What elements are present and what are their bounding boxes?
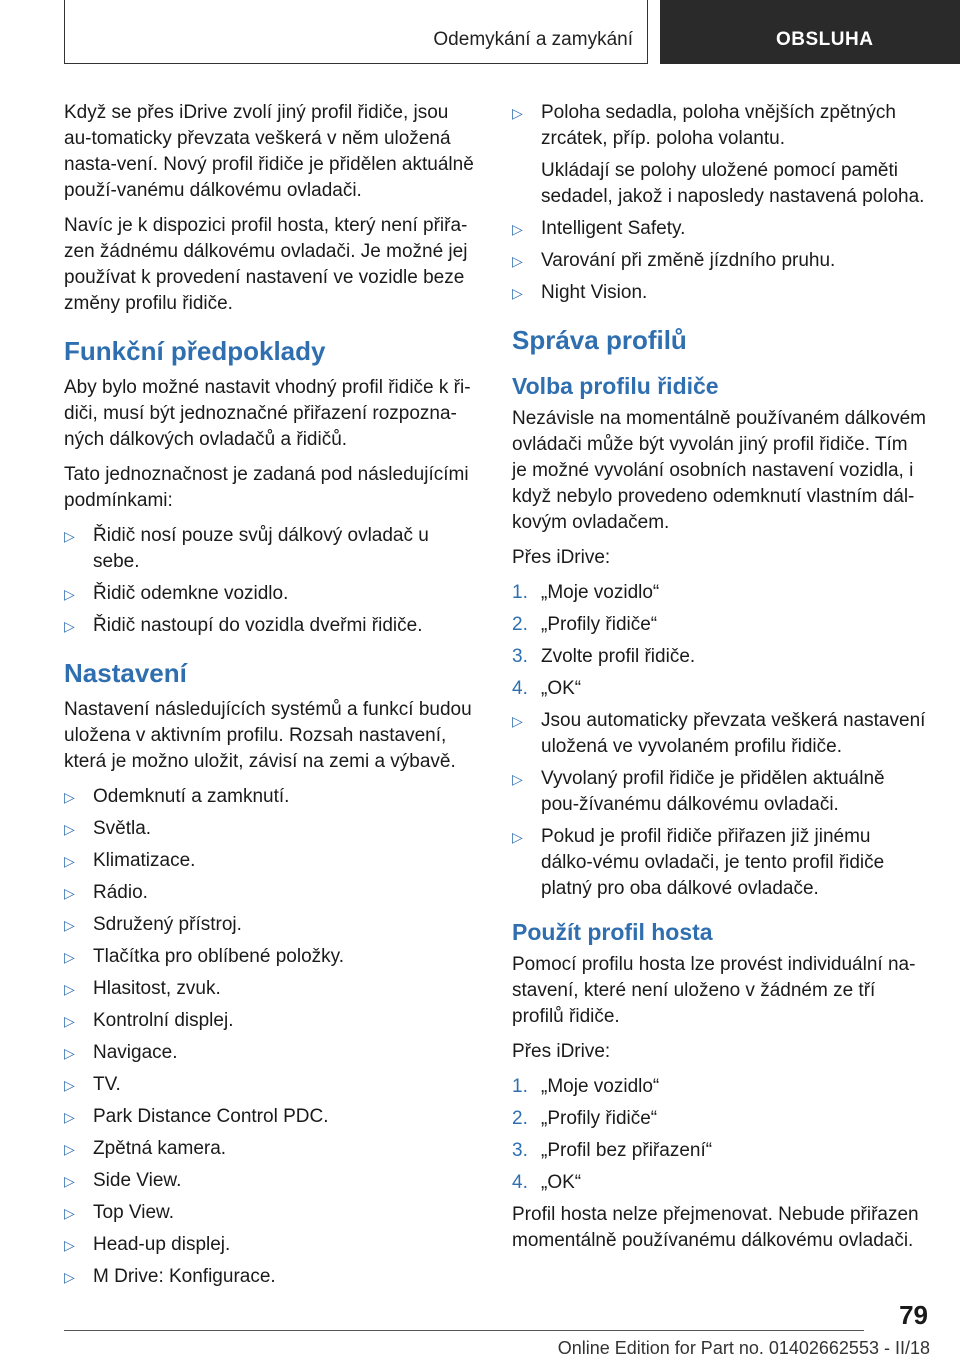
step-item: 1. „Moje vozidlo“ [512,582,660,603]
list-item: ▷ Světla. [64,816,479,842]
via-idrive-label: Přes iDrive: [512,1041,611,1062]
triangle-bullet-icon: ▷ [512,105,523,121]
left-column [64,100,479,1296]
list-item: ▷ Head-up displej. [64,1232,479,1258]
triangle-bullet-icon: ▷ [64,1109,75,1125]
list-item: ▷ Tlačítka pro oblíbené položky. [64,944,479,970]
guest-profile-closing: Profil hosta nelze přejmenovat. Nebude přiřazen momentálně používanému dálkovému ovladači. [512,1204,919,1251]
list-item: ▷ Varování při změně jízdního pruhu. [512,248,927,274]
triangle-bullet-icon: ▷ [64,981,75,997]
via-idrive-label: Přes iDrive: [512,547,611,568]
section-title: Odemykání a zamykání [433,29,633,50]
list-item: ▷ Intelligent Safety. [512,216,927,242]
list-item-note: Ukládají se polohy uložené pomocí paměti sedadel, jakož i naposledy nastavená poloha. [541,160,925,207]
triangle-bullet-icon: ▷ [64,618,75,634]
heading-select-driver-profile: Volba profilu řidiče [512,373,719,399]
edition-note: Online Edition for Part no. 01402662553 - II/18 [557,1338,930,1358]
triangle-bullet-icon: ▷ [64,1205,75,1221]
list-item: ▷ Pokud je profil řidiče přiřazen již jinému dálko-vému ovladači, je tento profil řidiče platný pro oba dálkové ovladače. [512,826,885,899]
triangle-bullet-icon: ▷ [512,221,523,237]
prerequisites-paragraph-1: Aby bylo možné nastavit vhodný profil řidiče k ři-diči, musí být jednoznačné přiřazení rozpozna-ných dálkových ovladačů a řidičů. [64,377,471,450]
list-item: ▷ Poloha sedadla, poloha vnějších zpětných zrcátek, příp. poloha volantu. Ukládají se polohy uložené pomocí paměti sedadel, jakož i naposledy nastavená poloha. [512,100,927,210]
list-item: ▷ Park Distance Control PDC. [64,1104,479,1130]
list-item: ▷ Hlasitost, zvuk. [64,976,479,1002]
triangle-bullet-icon: ▷ [64,528,75,544]
step-item: 3. „Profil bez přiřazení“ [512,1140,713,1161]
list-item: ▷ Kontrolní displej. [64,1008,479,1034]
triangle-bullet-icon: ▷ [64,885,75,901]
list-item: ▷ Top View. [64,1200,479,1226]
list-item: ▷ Night Vision. [512,280,927,306]
step-item: 2. „Profily řidiče“ [512,614,658,635]
prerequisites-list [64,523,479,639]
step-item: 1. „Moje vozidlo“ [512,1076,660,1097]
right-column [512,100,927,1263]
intro-paragraph-2: Navíc je k dispozici profil hosta, který není přiřa-zen žádnému dálkovému ovladači. Je možné jej používat k provedení nastavení ve vozidle beze změny profilu řidiče. [64,215,468,314]
triangle-bullet-icon: ▷ [64,917,75,933]
section-title-box [64,0,648,64]
list-item: ▷ Vyvolaný profil řidiče je přidělen aktuálně pou-žívanému dálkovému ovladači. [512,768,885,815]
triangle-bullet-icon: ▷ [64,789,75,805]
footer-divider [64,1330,864,1331]
triangle-bullet-icon: ▷ [64,1141,75,1157]
select-profile-notes [512,708,927,902]
intro-paragraph-1: Když se přes iDrive zvolí jiný profil řidiče, jsou au-tomaticky převzata veškerá v něm uložená nasta-vení. Nový profil řidiče je přidělen aktuálně použí-vanému dálkovému ovladači. [64,102,474,201]
list-item: ▷ Řidič nastoupí do vozidla dveřmi řidiče. [64,613,479,639]
list-item: ▷ Zpětná kamera. [64,1136,479,1162]
select-profile-paragraph: Nezávisle na momentálně používaném dálkovém ovládači může být vyvolán jiný profil řidiče. Tím je možné vyvolání osobních nastavení vozidla, i když nebylo provedeno odemknutí vlastním dál-kovým ovladačem. [512,408,926,533]
heading-profile-management: Správa profilů [512,325,687,355]
triangle-bullet-icon: ▷ [512,285,523,301]
triangle-bullet-icon: ▷ [512,713,523,729]
list-item: ▷ Odemknutí a zamknutí. [64,784,479,810]
triangle-bullet-icon: ▷ [512,829,523,845]
list-item: ▷ TV. [64,1072,479,1098]
list-item: ▷ Řidič odemkne vozidlo. [64,581,479,607]
triangle-bullet-icon: ▷ [64,1045,75,1061]
page-header [0,0,960,66]
select-profile-steps [512,580,927,702]
triangle-bullet-icon: ▷ [64,1237,75,1253]
chapter-tab [660,0,960,64]
guest-profile-steps [512,1074,927,1196]
step-item: 3. Zvolte profil řidiče. [512,646,696,667]
list-item: ▷ Rádio. [64,880,479,906]
triangle-bullet-icon: ▷ [512,771,523,787]
list-item: ▷ M Drive: Konfigurace. [64,1264,479,1290]
triangle-bullet-icon: ▷ [512,253,523,269]
list-item: ▷ Navigace. [64,1040,479,1066]
triangle-bullet-icon: ▷ [64,1269,75,1285]
list-item: ▷ Řidič nosí pouze svůj dálkový ovladač u sebe. [64,525,429,572]
triangle-bullet-icon: ▷ [64,1173,75,1189]
list-item: ▷ Jsou automaticky převzata veškerá nastavení uložená ve vyvolaném profilu řidiče. [512,710,926,757]
step-item: 2. „Profily řidiče“ [512,1108,658,1129]
guest-profile-paragraph: Pomocí profilu hosta lze provést individuální na-stavení, které není uloženo v žádném ze tří profilů řidiče. [512,954,916,1027]
triangle-bullet-icon: ▷ [64,821,75,837]
page-number: 79 [899,1300,928,1330]
triangle-bullet-icon: ▷ [64,1013,75,1029]
list-item: ▷ Side View. [64,1168,479,1194]
heading-guest-profile: Použít profil hosta [512,919,713,945]
settings-paragraph: Nastavení následujících systémů a funkcí budou uložena v aktivním profilu. Rozsah nastavení, která je možno uložit, závisí na zemi a výbavě. [64,699,472,772]
triangle-bullet-icon: ▷ [64,853,75,869]
heading-settings: Nastavení [64,658,187,688]
heading-prerequisites: Funkční předpoklady [64,336,326,366]
prerequisites-paragraph-2: Tato jednoznačnost je zadaná pod následujícími podmínkami: [64,464,469,511]
step-item: 4. „OK“ [512,678,582,699]
triangle-bullet-icon: ▷ [64,949,75,965]
triangle-bullet-icon: ▷ [64,1077,75,1093]
chapter-tab-label: OBSLUHA [776,29,874,50]
list-item: ▷ Klimatizace. [64,848,479,874]
list-item: ▷ Sdružený přístroj. [64,912,479,938]
settings-list-continued [512,100,927,306]
step-item: 4. „OK“ [512,1172,582,1193]
settings-list [64,784,479,1290]
triangle-bullet-icon: ▷ [64,586,75,602]
